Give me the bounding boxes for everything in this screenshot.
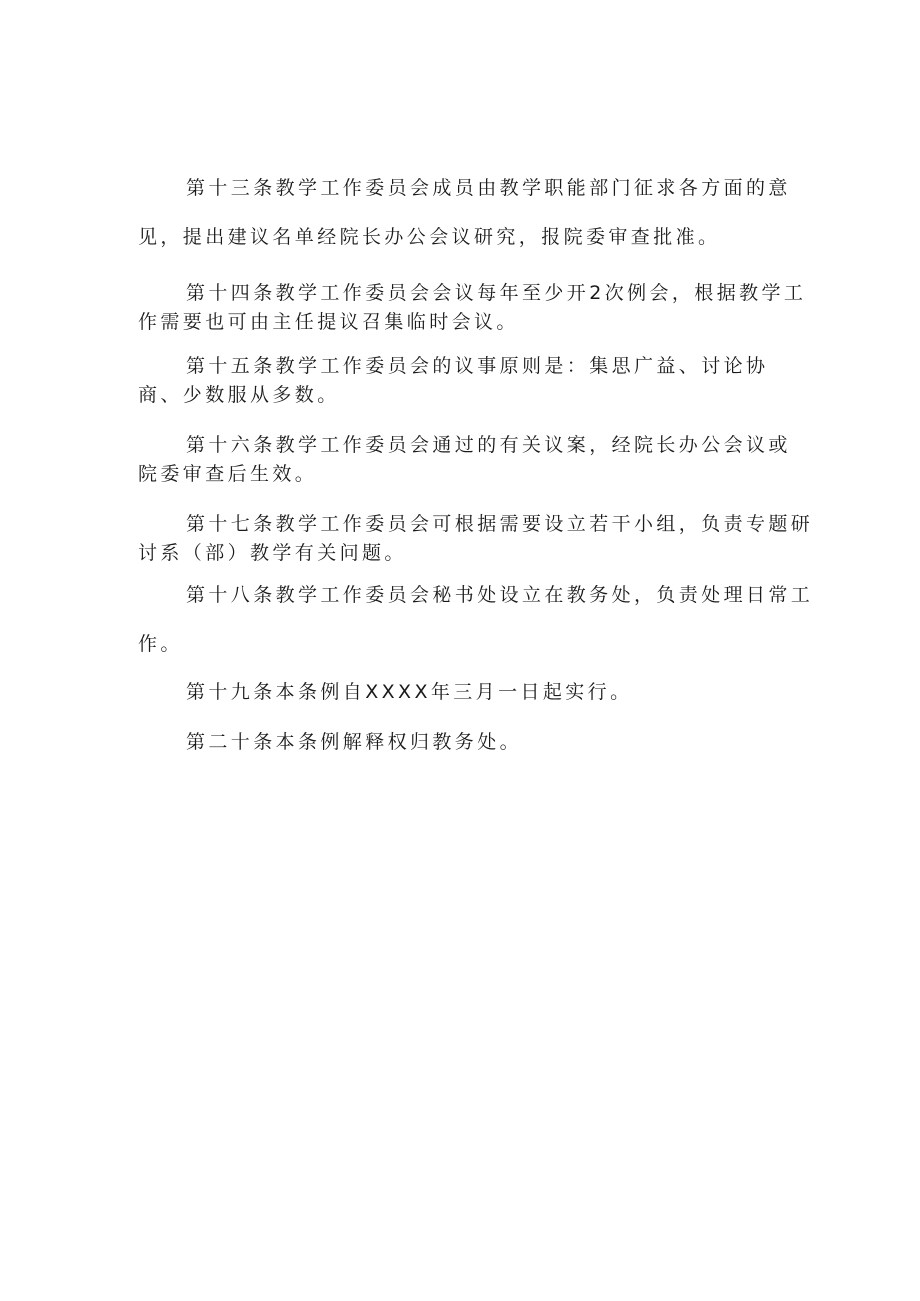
article-15-line-2: 商、少数服从多数。: [138, 384, 340, 406]
article-17-line-2: 讨系（部）教学有关问题。: [138, 542, 407, 564]
article-16-line-2: 院委审查后生效。: [138, 463, 318, 485]
article-13-line-2: 见，提出建议名单经院长办公会议研究，报院委审查批准。: [138, 226, 721, 248]
article-18-line-1: 第十八条教学工作委员会秘书处设立在教务处，负责处理日常工: [186, 584, 814, 606]
article-13-line-1: 第十三条教学工作委员会成员由教学职能部门征求各方面的意: [186, 177, 791, 199]
article-20-line-1: 第二十条本条例解释权归教务处。: [186, 731, 523, 753]
article-14-line-1: 第十四条教学工作委员会会议每年至少开2次例会，根据教学工: [186, 282, 807, 304]
article-15-line-1: 第十五条教学工作委员会的议事原则是：集思广益、讨论协: [186, 355, 769, 377]
article-18-line-2: 作。: [138, 633, 183, 655]
article-16-line-1: 第十六条教学工作委员会通过的有关议案，经院长办公会议或: [186, 434, 791, 456]
article-17-line-1: 第十七条教学工作委员会可根据需要设立若干小组，负责专题研: [186, 513, 814, 535]
article-19-line-1: 第十九条本条例自XXXX年三月一日起实行。: [186, 681, 633, 703]
article-14-line-2: 作需要也可由主任提议召集临时会议。: [138, 311, 519, 333]
